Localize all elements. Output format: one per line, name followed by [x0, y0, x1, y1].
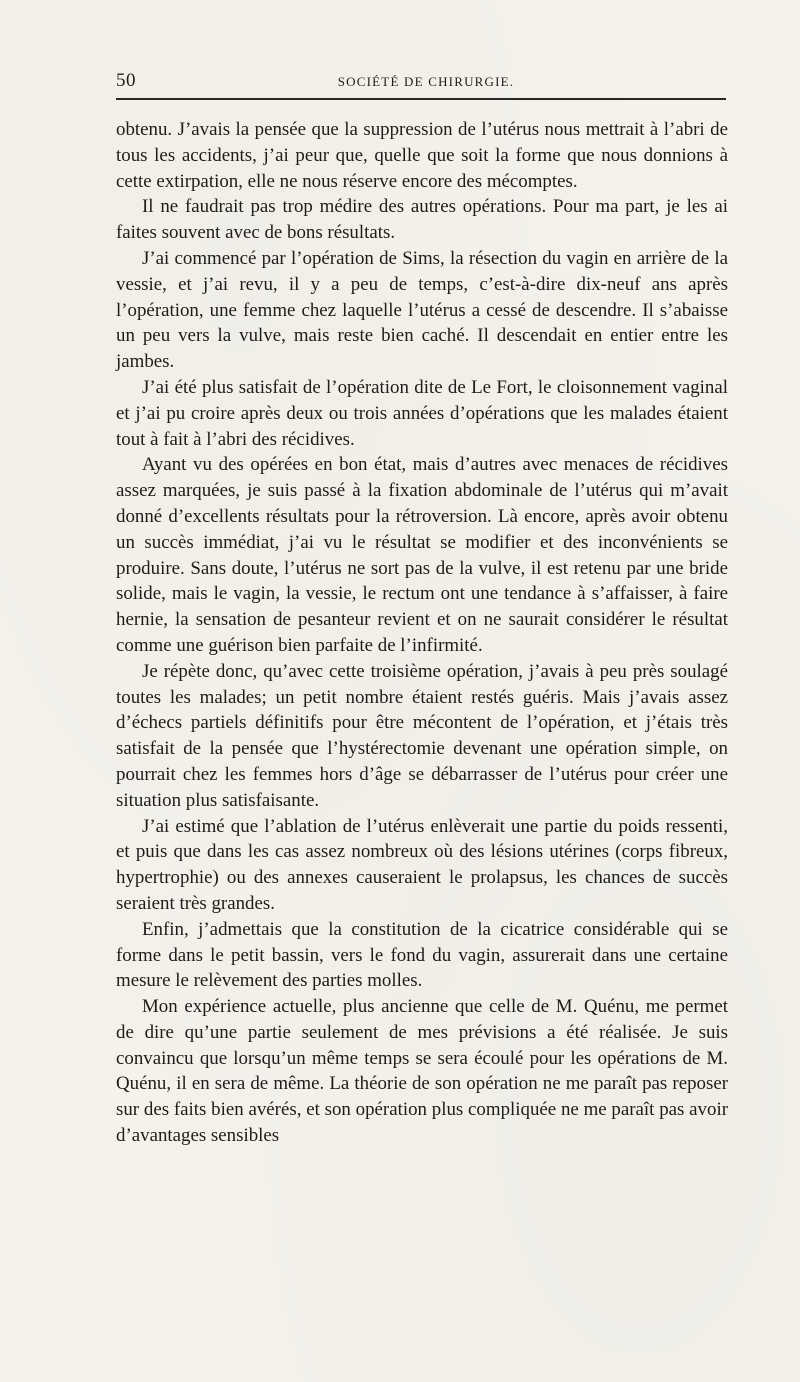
paragraph: J’ai commencé par l’opération de Sims, la résection du vagin en arrière de la vessie, et j’ai revu, il y a peu de temps, c’est-à-dire dix-neuf ans après l’opération, une femme chez laquelle l’utérus a cessé de descendre. Il s’abaisse un peu vers la vulve, mais reste bien caché. Il descendait en entier entre les jambes. [116, 247, 728, 373]
paragraph: Je répète donc, qu’avec cette troisième opération, j’avais à peu près soulagé toutes les malades; un petit nombre étaient restés guéris. Mais j’avais assez d’échecs partiels définitifs pour être mécontent de l’opération, et j’étais très satisfait de la pensée que l’hystérectomie devenant une opération simple, on pourrait chez les femmes hors d’âge se débarrasser de l’utérus pour créer une situation plus satisfaisante. [116, 660, 728, 811]
paragraph: J’ai été plus satisfait de l’opération dite de Le Fort, le cloisonnement vaginal et j’ai pu croire après deux ou trois années d’opérations que les malades étaient tout à fait à l’abri des récidives. [116, 376, 728, 450]
body-text [116, 117, 728, 1149]
page-number: 50 [116, 70, 136, 91]
paragraph: Mon expérience actuelle, plus ancienne que celle de M. Quénu, me permet de dire qu’une partie seulement de mes prévisions a été réalisée. Je suis convaincu que lorsqu’un même temps se sera écoulé pour les opérations de M. Quénu, il en sera de même. La théorie de son opération ne me paraît pas reposer sur des faits bien avérés, et son opération plus compliquée ne me paraît pas avoir d’avantages sensibles [116, 996, 728, 1147]
paragraph: Enfin, j’admettais que la constitution de la cicatrice considérable qui se forme dans le petit bassin, vers le fond du vagin, assurerait dans une certaine mesure le relèvement des parties molles. [116, 918, 728, 992]
running-title: SOCIÉTÉ DE CHIRURGIE. [337, 74, 515, 89]
paragraph: J’ai estimé que l’ablation de l’utérus enlèverait une partie du poids ressenti, et puis que dans les cas assez nombreux où des lésions utérines (corps fibreux, hypertrophie) ou des annexes causeraient le prolapsus, les chances de succès seraient très grandes. [116, 815, 728, 914]
paragraph: Il ne faudrait pas trop médire des autres opérations. Pour ma part, je les ai faites souvent avec de bons résultats. [116, 196, 728, 244]
running-header [116, 68, 726, 100]
paragraph-continuation: obtenu. J’avais la pensée que la suppression de l’utérus nous mettrait à l’abri de tous les accidents, j’ai peur que, quelle que soit la forme que nous donnions à cette extirpation, elle ne nous réserve encore des mécomptes. [116, 119, 728, 192]
paragraph: Ayant vu des opérées en bon état, mais d’autres avec menaces de récidives assez marquées, je suis passé à la fixation abdominale de l’utérus qui m’avait donné d’excellents résultats pour la rétroversion. Là encore, après avoir obtenu un succès immédiat, j’ai vu le résultat se modifier et des inconvénients se produire. Sans doute, l’utérus ne sort pas de la vulve, il est retenu par une bride solide, mais le vagin, la vessie, le rectum ont une tendance à s’affaisser, à faire hernie, la sensation de pesanteur revient et on ne saurait considérer le résultat comme une guérison bien parfaite de l’infirmité. [116, 454, 728, 656]
